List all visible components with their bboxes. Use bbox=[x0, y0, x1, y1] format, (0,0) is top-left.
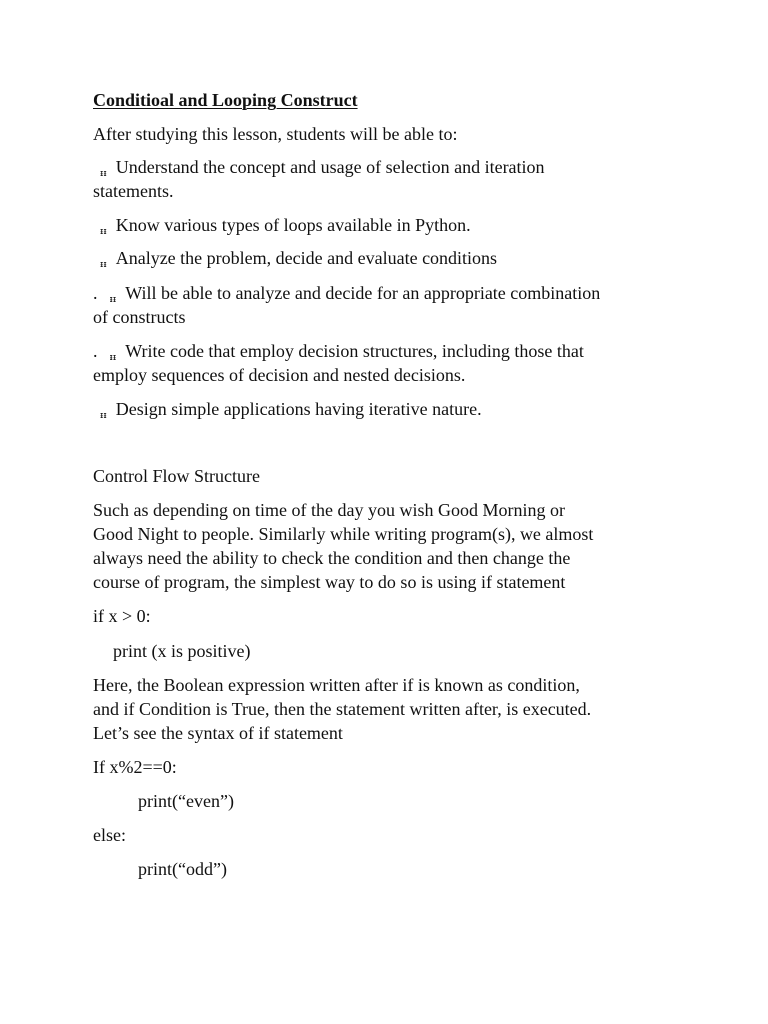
code-line: print(“odd”) bbox=[138, 859, 227, 879]
code-line: else: bbox=[93, 825, 126, 845]
code-line: if x > 0: bbox=[93, 606, 151, 626]
objective-continuation: statements. bbox=[93, 181, 174, 201]
bullet-icon: ᵻᵻ bbox=[109, 295, 117, 305]
objective-item bbox=[100, 213, 471, 244]
lead-dot: . bbox=[93, 341, 98, 361]
bullet-icon: ᵻᵻ bbox=[100, 227, 107, 237]
objective-text: Design simple applications having iterative nature. bbox=[115, 399, 482, 419]
paragraph-line: Here, the Boolean expression written after if is known as condition, bbox=[93, 675, 580, 695]
objective-text: Understand the concept and usage of selection and iteration bbox=[115, 157, 545, 177]
code-line: If x%2==0: bbox=[93, 757, 177, 777]
paragraph-line: Let’s see the syntax of if statement bbox=[93, 723, 343, 743]
paragraph-line: Good Night to people. Similarly while writing program(s), we almost bbox=[93, 524, 594, 544]
paragraph-line: and if Condition is True, then the statement written after, is executed. bbox=[93, 699, 592, 719]
objective-item bbox=[100, 397, 482, 428]
bullet-icon: ᵻᵻ bbox=[109, 353, 117, 363]
objective-text: Write code that employ decision structures, including those that bbox=[125, 341, 584, 361]
objective-text: Know various types of loops available in Python. bbox=[115, 215, 471, 235]
paragraph-line: course of program, the simplest way to do so is using if statement bbox=[93, 572, 566, 592]
paragraph-line: Such as depending on time of the day you wish Good Morning or bbox=[93, 500, 565, 520]
code-line: print (x is positive) bbox=[113, 641, 251, 661]
document-title: Conditioal and Looping Construct bbox=[93, 90, 358, 110]
objective-item bbox=[100, 246, 497, 277]
section-heading: Control Flow Structure bbox=[93, 466, 260, 486]
intro-text: After studying this lesson, students will be able to: bbox=[93, 124, 458, 144]
code-line: print(“even”) bbox=[138, 791, 234, 811]
bullet-icon: ᵻᵻ bbox=[100, 260, 107, 270]
paragraph-line: always need the ability to check the condition and then change the bbox=[93, 548, 571, 568]
bullet-icon: ᵻᵻ bbox=[100, 411, 107, 421]
objective-text: Will be able to analyze and decide for an appropriate combination bbox=[125, 283, 601, 303]
bullet-icon: ᵻᵻ bbox=[100, 169, 107, 179]
objective-continuation: of constructs bbox=[93, 307, 186, 327]
objective-continuation: employ sequences of decision and nested decisions. bbox=[93, 365, 466, 385]
objective-text: Analyze the problem, decide and evaluate conditions bbox=[115, 248, 498, 268]
lead-dot: . bbox=[93, 283, 98, 303]
